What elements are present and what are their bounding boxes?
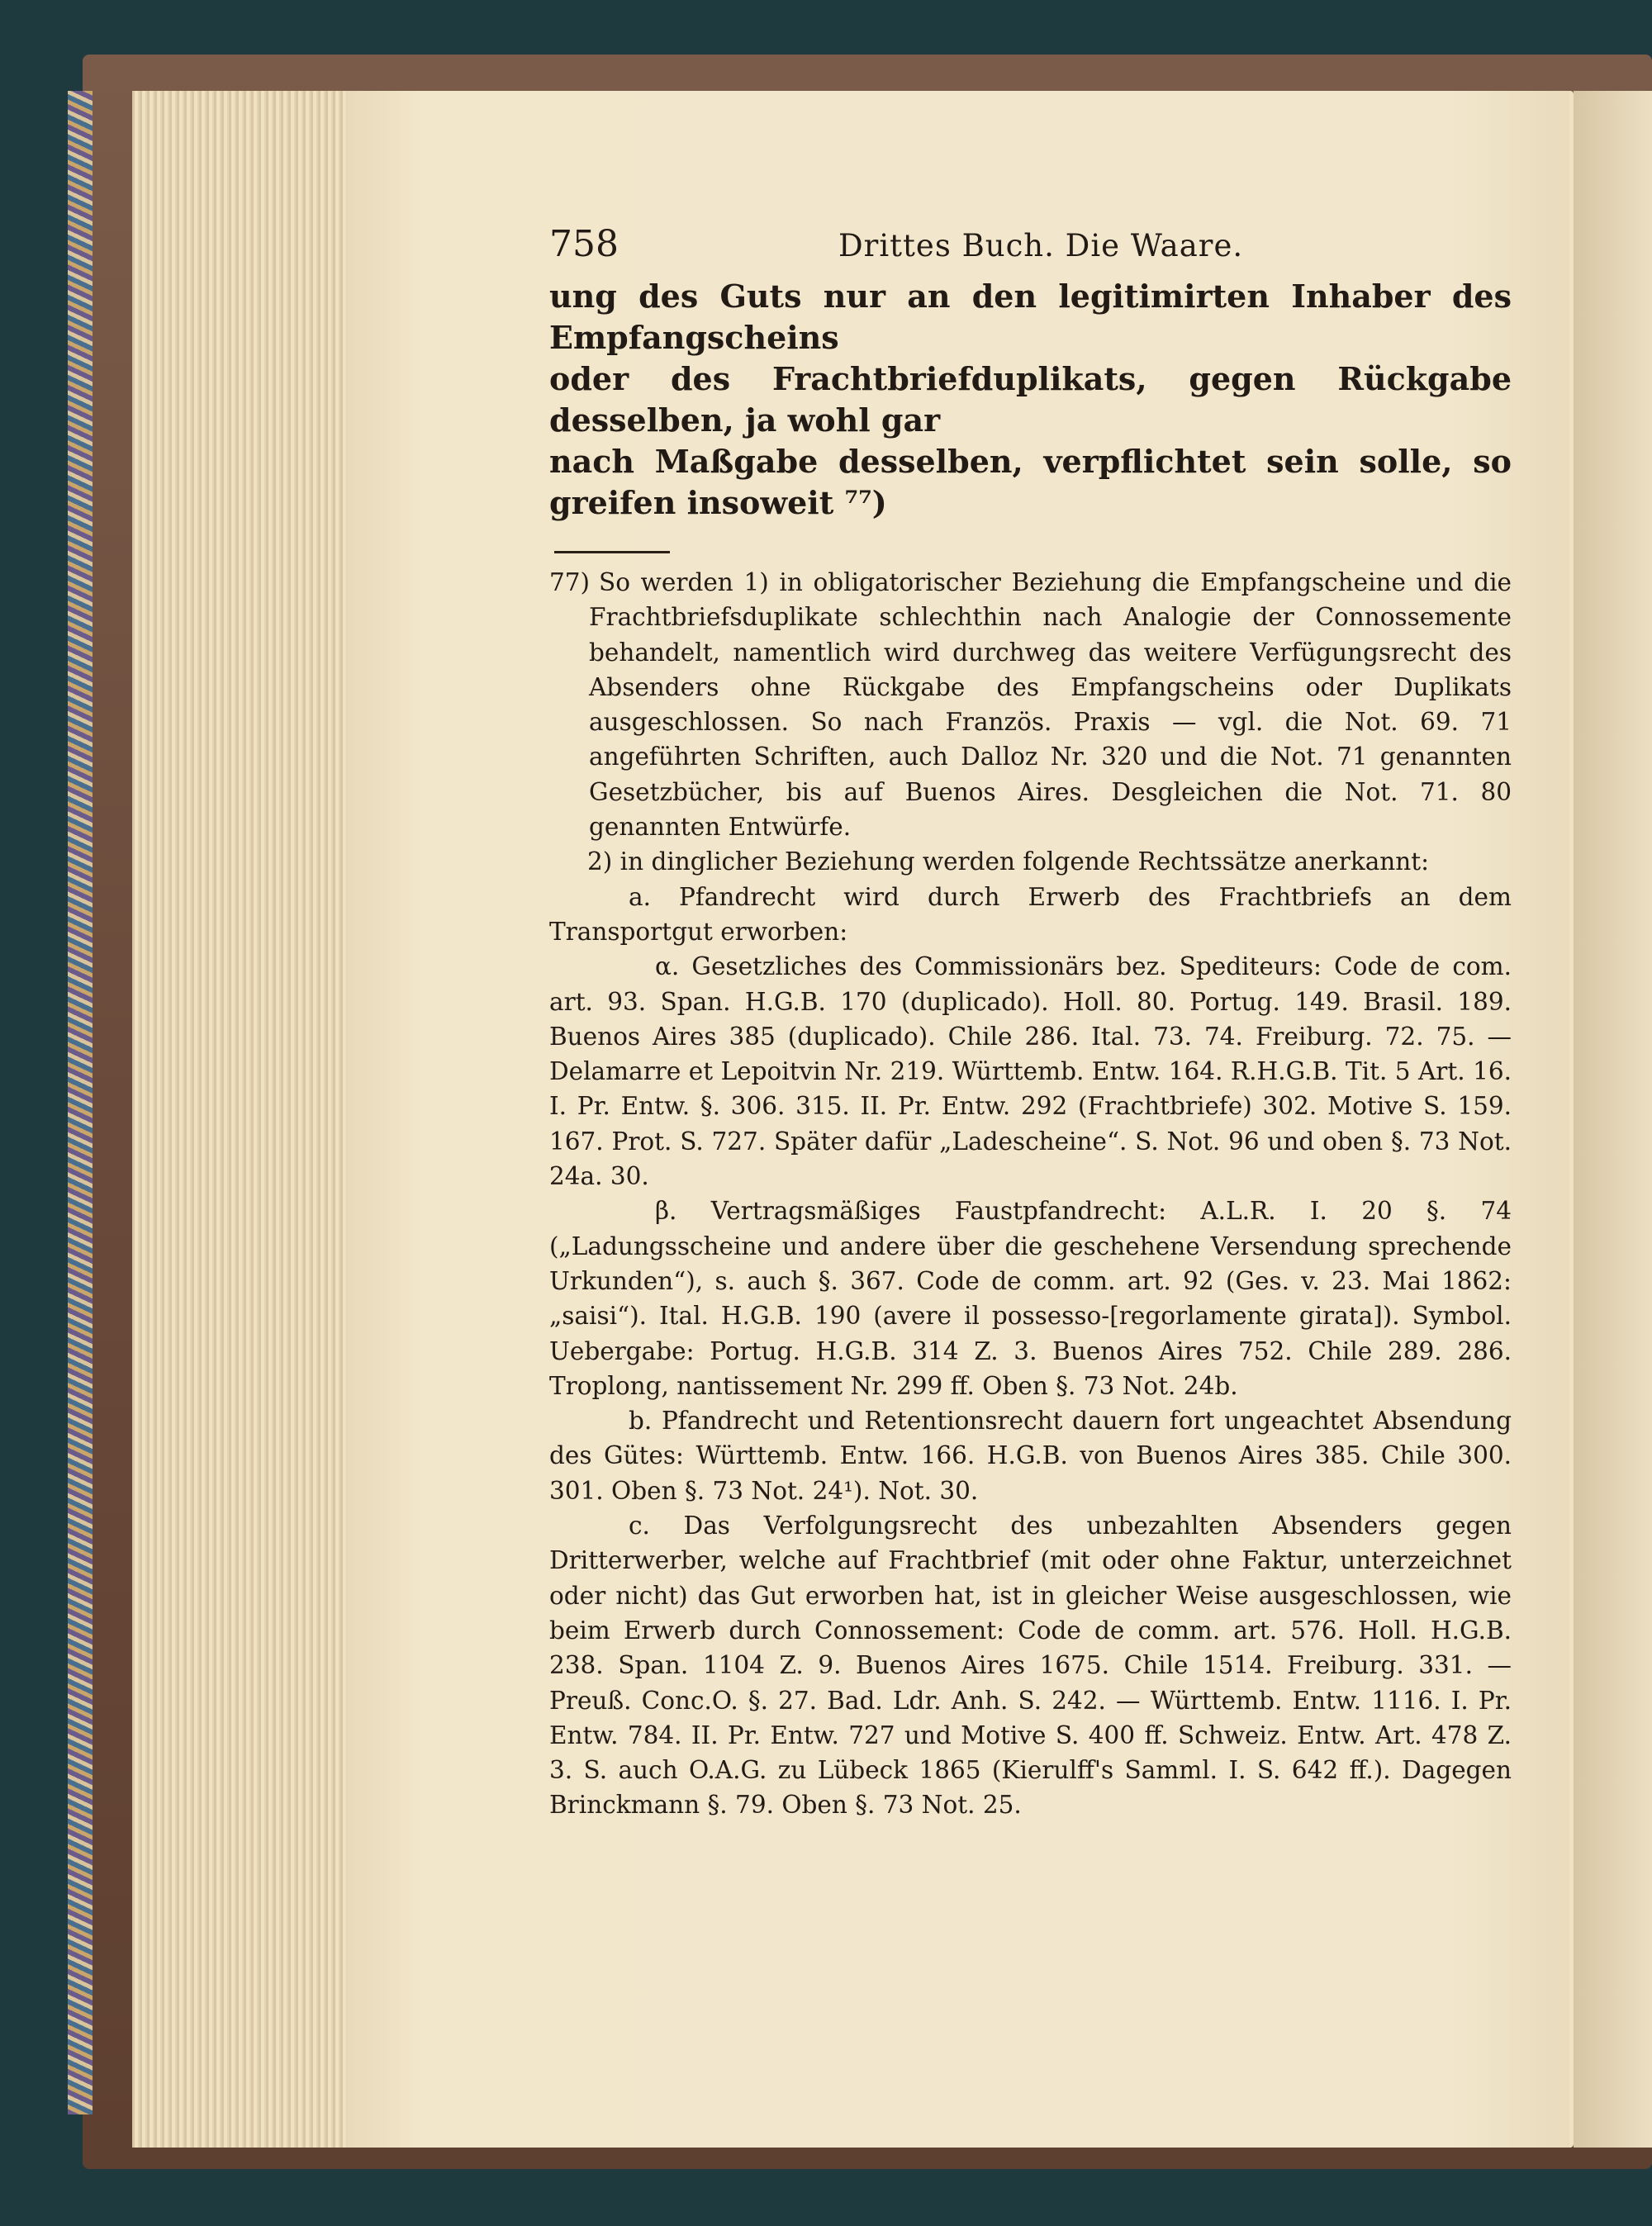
running-header: [549, 223, 1512, 264]
main-text-line: ung des Guts nur an den legitimirten Inhaber des Empfangscheins: [549, 278, 1512, 356]
footnote-paragraph: c. Das Verfolgungsrecht des unbezahlten Absenders gegen Dritterwerber, welche auf Frachtbrief (mit oder ohne Faktur, unterzeichnet oder nicht) das Gut erworben hat, ist in gleicher Weise ausgeschlossen, wie beim Erwerb durch Connossement: Code de comm. art. 576. Holl. H.G.B. 238. Span. 1104 Z. 9. Buenos Aires 1675. Chile 1514. Freiburg. 331. — Preuß. Conc.O. §. 27. Bad. Ldr. Anh. S. 242. — Württemb. Entw. 1116. I. Pr. Entw. 784. II. Pr. Entw. 727 und Motive S. 400 ff. Schweiz. Entw. Art. 478 Z. 3. S. auch O.A.G. zu Lübeck 1865 (Kierulff's Samml. I. S. 642 ff.). Dagegen Brinckmann §. 79. Oben §. 73 Not. 25.: [549, 1512, 1512, 1820]
running-title: Drittes Buch. Die Waare.: [838, 228, 1244, 263]
footnote-paragraph: [549, 565, 1512, 844]
marbled-edge: [68, 91, 93, 2114]
page-number: 758: [549, 223, 619, 265]
main-text-line: oder des Frachtbriefduplikats, gegen Rückgabe desselben, ja wohl gar: [549, 360, 1512, 439]
footnote: [549, 565, 1512, 1823]
footnote-paragraph: α. Gesetzliches des Commissionärs bez. Spediteurs: Code de com. art. 93. Span. H.G.B. 170 (duplicado). Holl. 80. Portug. 149. Brasil. 189. Buenos Aires 385 (duplicado). Chile 286. Ital. 73. 74. Freiburg. 72. 75. — Delamarre et Lepoitvin Nr. 219. Württemb. Entw. 164. R.H.G.B. Tit. 5 Art. 16. I. Pr. Entw. §. 306. 315. II. Pr. Entw. 292 (Frachtbriefe) 302. Motive S. 159. 167. Prot. S. 727. Später dafür „Ladescheine“. S. Not. 96 und oben §. 73 Not. 24a. 30.: [549, 952, 1512, 1191]
page-content: [549, 223, 1512, 1823]
footnote-paragraph: β. Vertragsmäßiges Faustpfandrecht: A.L.R. I. 20 §. 74 („Ladungsscheine und andere über die geschehene Versendung sprechende Urkunden“), s. auch §. 367. Code de comm. art. 92 (Ges. v. 23. Mai 1862: „saisi“). Ital. H.G.B. 190 (avere il possesso-[regorlamente girata]). Symbol. Uebergabe: Portug. H.G.B. 314 Z. 3. Buenos Aires 752. Chile 289. 286. Troplong, nantissement Nr. 299 ff. Oben §. 73 Not. 24b.: [549, 1197, 1512, 1400]
facing-page-edge: [1574, 91, 1652, 2148]
footnote-paragraph: a. Pfandrecht wird durch Erwerb des Frachtbriefs an dem Transportgut erworben:: [549, 882, 1512, 946]
page-edges: [132, 91, 347, 2148]
footnote-separator: [554, 551, 670, 553]
main-text: [549, 276, 1512, 524]
main-text-line: nach Maßgabe desselben, verpflichtet sein solle, so greifen insoweit ⁷⁷): [549, 443, 1512, 521]
footnote-marker: 77): [549, 568, 591, 596]
footnote-paragraph: b. Pfandrecht und Retentionsrecht dauern fort ungeachtet Absendung des Gütes: Württemb. Entw. 166. H.G.B. von Buenos Aires 385. Chile 300. 301. Oben §. 73 Not. 24¹). Not. 30.: [549, 1407, 1512, 1505]
footnote-text: So werden 1) in obligatorischer Beziehung die Empfangscheine und die Frachtbriefsduplikate schlechthin nach Analogie der Connossemente behandelt, namentlich wird durchweg das weitere Verfügungsrecht des Absenders ohne Rückgabe des Empfangscheins oder Duplikats ausgeschlossen. So nach Französ. Praxis — vgl. die Not. 69. 71 angeführten Schriften, auch Dalloz Nr. 320 und die Not. 71 genannten Gesetzbücher, bis auf Buenos Aires. Desgleichen die Not. 71. 80 genannten Entwürfe.: [589, 568, 1512, 842]
footnote-paragraph: 2) in dinglicher Beziehung werden folgende Rechtssätze anerkannt:: [587, 847, 1430, 876]
